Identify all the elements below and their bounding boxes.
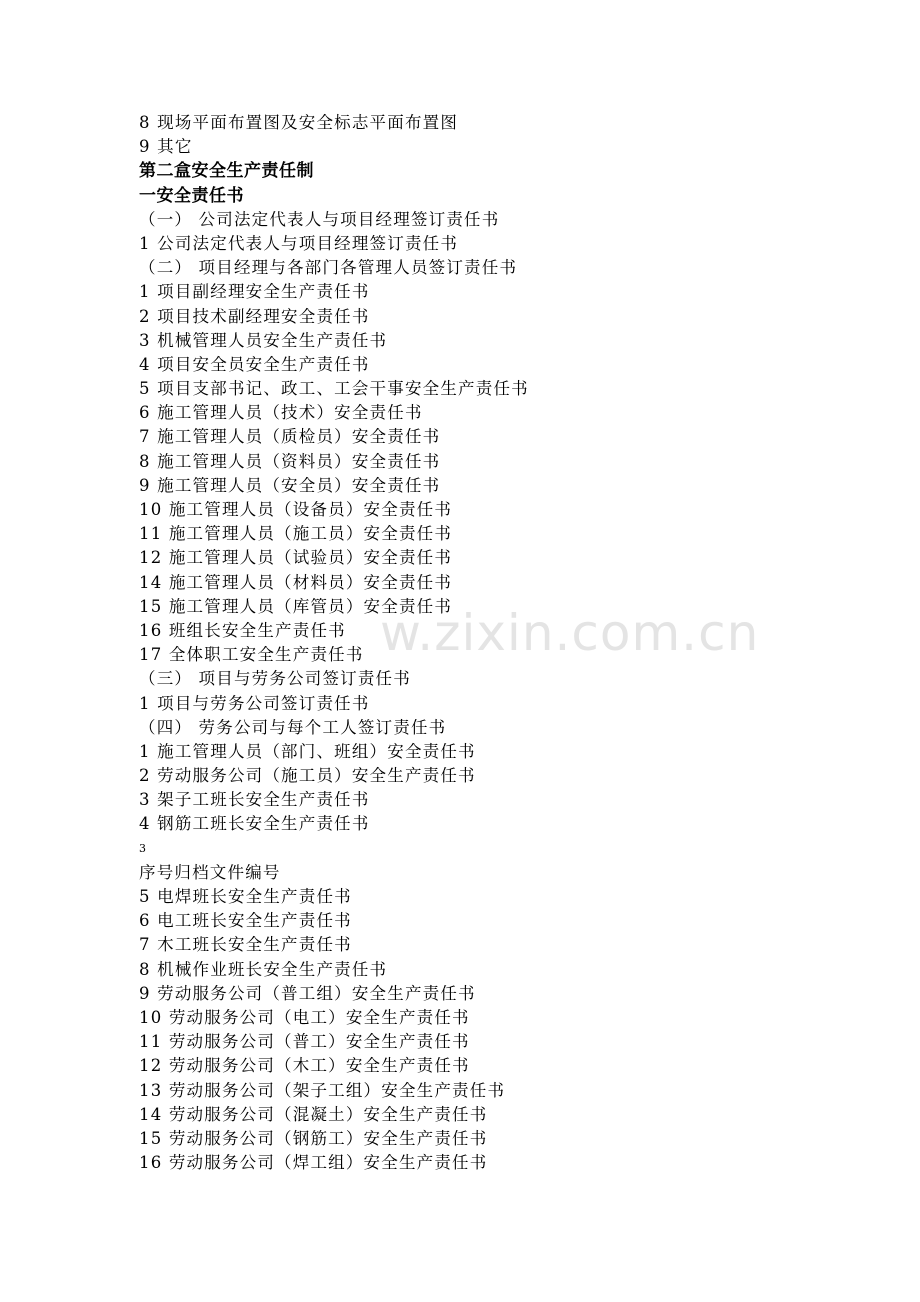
document-line: 6 电工班长安全生产责任书 (139, 911, 352, 931)
document-line: 7 木工班长安全生产责任书 (139, 935, 352, 955)
document-line: 1 施工管理人员（部门、班组）安全责任书 (139, 741, 476, 761)
document-line: （四） 劳务公司与每个工人签订责任书 (139, 717, 447, 737)
document-line: 7 施工管理人员（质检员）安全责任书 (139, 427, 441, 447)
document-line: 1 项目副经理安全生产责任书 (139, 282, 370, 302)
document-line: 8 现场平面布置图及安全标志平面布置图 (139, 113, 459, 132)
document-line: 17 全体职工安全生产责任书 (139, 645, 364, 665)
document-line: 8 机械作业班长安全生产责任书 (139, 959, 388, 979)
section-heading: 第二盒安全生产责任制 (139, 161, 314, 182)
document-line: 8 施工管理人员（资料员）安全责任书 (139, 451, 441, 471)
document-line: 16 班组长安全生产责任书 (139, 620, 346, 640)
document-line: 12 劳动服务公司（木工）安全生产责任书 (139, 1056, 470, 1076)
document-line: 15 劳动服务公司（钢筋工）安全生产责任书 (139, 1128, 488, 1148)
watermark: w.zixin.com.cn (380, 604, 760, 662)
document-line: （二） 项目经理与各部门各管理人员签订责任书 (139, 258, 518, 278)
document-line: 2 劳动服务公司（施工员）安全生产责任书 (139, 766, 476, 786)
page-number: 3 (139, 841, 146, 855)
document-line: 序号归档文件编号 (139, 862, 281, 882)
document-line: 9 劳动服务公司（普工组）安全生产责任书 (139, 983, 476, 1003)
document-line: 11 劳动服务公司（普工）安全生产责任书 (139, 1032, 470, 1052)
document-line: 9 其它 (139, 137, 193, 157)
document-line: 2 项目技术副经理安全责任书 (139, 306, 370, 326)
document-line: 4 项目安全员安全生产责任书 (139, 354, 370, 374)
document-line: 6 施工管理人员（技术）安全责任书 (139, 403, 423, 423)
document-line: 3 架子工班长安全生产责任书 (139, 790, 370, 810)
document-line: 14 劳动服务公司（混凝土）安全生产责任书 (139, 1104, 488, 1124)
document-line: 15 施工管理人员（库管员）安全责任书 (139, 596, 453, 616)
section-heading: 一安全责任书 (139, 185, 244, 206)
document-body (139, 111, 839, 1175)
document-line: 12 施工管理人员（试验员）安全责任书 (139, 548, 453, 568)
document-line: 11 施工管理人员（施工员）安全责任书 (139, 524, 453, 544)
document-line: 5 电焊班长安全生产责任书 (139, 887, 352, 906)
document-line: 14 施工管理人员（材料员）安全责任书 (139, 572, 453, 592)
document-line: （一） 公司法定代表人与项目经理签订责任书 (139, 209, 500, 229)
document-line: 3 机械管理人员安全生产责任书 (139, 330, 388, 350)
document-line: 1 项目与劳务公司签订责任书 (139, 693, 370, 713)
document-line: （三） 项目与劳务公司签订责任书 (139, 669, 411, 689)
document-line: 10 施工管理人员（设备员）安全责任书 (139, 500, 453, 519)
document-line: 1 公司法定代表人与项目经理签订责任书 (139, 233, 459, 253)
document-line: 4 钢筋工班长安全生产责任书 (139, 814, 370, 834)
document-line: 16 劳动服务公司（焊工组）安全生产责任书 (139, 1153, 488, 1173)
document-line: 9 施工管理人员（安全员）安全责任书 (139, 475, 441, 495)
document-line: 10 劳动服务公司（电工）安全生产责任书 (139, 1007, 470, 1027)
document-line: 5 项目支部书记、政工、工会干事安全生产责任书 (139, 379, 529, 399)
document-line: 13 劳动服务公司（架子工组）安全生产责任书 (139, 1080, 506, 1100)
